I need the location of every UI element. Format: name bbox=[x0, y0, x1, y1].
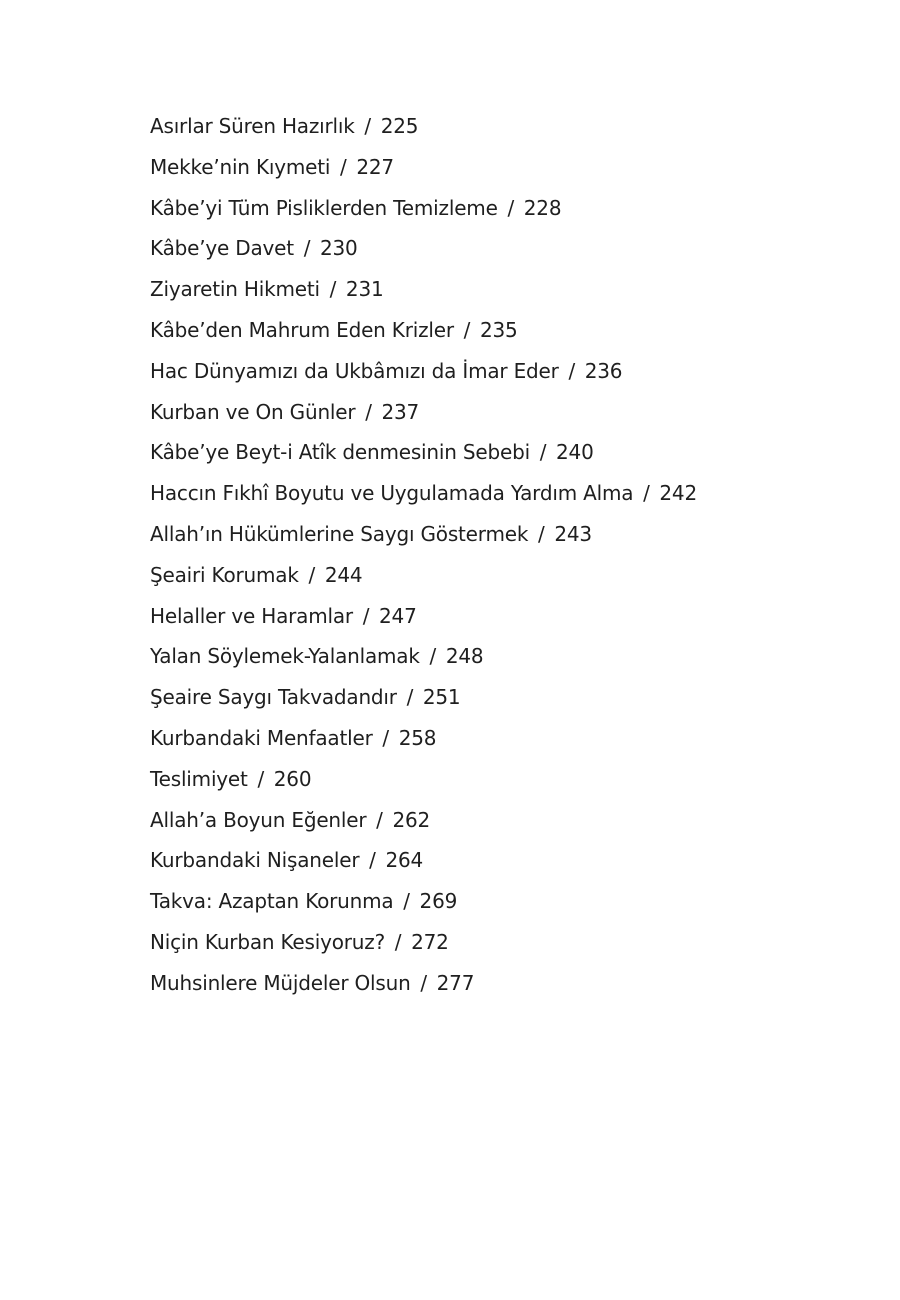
toc-entry-title: Allah’a Boyun Eğenler bbox=[150, 807, 367, 832]
toc-entry-title: Haccın Fıkhî Boyutu ve Uygulamada Yardım Alma bbox=[150, 481, 634, 506]
toc-entry-title: Mekke’nin Kıymeti bbox=[150, 154, 331, 179]
toc-entry-title: Hac Dünyamızı da Ukbâmızı da İmar Eder bbox=[150, 358, 559, 383]
toc-entry-page-number: 269 bbox=[419, 889, 458, 914]
toc-entry-title: Şeaire Saygı Takvadandır bbox=[150, 685, 397, 710]
toc-entry-title: Takva: Azaptan Korunma bbox=[150, 889, 394, 914]
toc-entry-page-number: 258 bbox=[398, 725, 437, 750]
toc-entry bbox=[150, 228, 697, 269]
toc-entry-separator: / bbox=[538, 521, 545, 546]
toc-entry-separator: / bbox=[364, 114, 371, 138]
toc-entry-page-number: 228 bbox=[523, 195, 562, 220]
toc-entry-title: Niçin Kurban Kesiyoruz? bbox=[150, 929, 385, 954]
toc-entry bbox=[150, 310, 697, 351]
toc-entry-page-number: 230 bbox=[320, 236, 358, 261]
toc-entry-title: Teslimiyet bbox=[150, 766, 248, 791]
toc-entry bbox=[150, 800, 697, 841]
toc-entry bbox=[150, 596, 697, 637]
toc-entry-separator: / bbox=[568, 358, 575, 383]
toc-entry bbox=[150, 269, 697, 310]
toc-entry-page-number: 242 bbox=[659, 481, 697, 506]
toc-entry bbox=[150, 147, 697, 188]
toc-entry-separator: / bbox=[257, 766, 264, 791]
toc-entry bbox=[150, 636, 697, 677]
toc-entry-separator: / bbox=[420, 970, 427, 995]
toc-entry-separator: / bbox=[376, 807, 383, 832]
toc-entry-page-number: 277 bbox=[436, 970, 475, 995]
toc-entry-separator: / bbox=[308, 562, 316, 587]
toc-entry bbox=[150, 677, 697, 718]
toc-entry-title: Asırlar Süren Hazırlık bbox=[150, 114, 355, 138]
toc-entry-separator: / bbox=[340, 154, 347, 179]
toc-entry-separator: / bbox=[507, 195, 514, 220]
toc-entry-title: Yalan Söylemek-Yalanlamak bbox=[150, 644, 420, 669]
toc-entry bbox=[150, 188, 697, 229]
toc-entry-page-number: 236 bbox=[584, 358, 623, 383]
toc-entry-title: Kâbe’yi Tüm Pisliklerden Temizleme bbox=[150, 195, 498, 220]
toc-entry-title: Kurban ve On Günler bbox=[150, 399, 356, 424]
toc-entry-separator: / bbox=[303, 236, 311, 261]
toc-entry-title: Kâbe’ye Beyt-i Atîk denmesinin Sebebi bbox=[150, 440, 530, 465]
toc-entry bbox=[150, 555, 697, 596]
toc-entry-separator: / bbox=[369, 848, 376, 873]
toc-entry bbox=[150, 718, 697, 759]
toc-entry-separator: / bbox=[365, 399, 372, 424]
toc-entry bbox=[150, 922, 697, 963]
toc-entry-page-number: 272 bbox=[411, 929, 449, 954]
toc-entry-separator: / bbox=[394, 929, 402, 954]
toc-entry bbox=[150, 840, 697, 881]
toc-entry bbox=[150, 514, 697, 555]
toc-entry-separator: / bbox=[539, 440, 547, 465]
toc-entry-page-number: 260 bbox=[273, 766, 312, 791]
toc-entry-page-number: 264 bbox=[385, 848, 424, 873]
toc-entry-title: Helaller ve Haramlar bbox=[150, 603, 353, 628]
toc-entry-page-number: 243 bbox=[554, 521, 592, 546]
toc-entry-page-number: 240 bbox=[556, 440, 594, 465]
toc-entry-separator: / bbox=[463, 317, 471, 342]
toc-entry bbox=[150, 351, 697, 392]
toc-entry bbox=[150, 432, 697, 473]
toc-entry-title: Kâbe’ye Davet bbox=[150, 236, 294, 261]
toc-entry bbox=[150, 106, 697, 147]
toc-entry-separator: / bbox=[406, 685, 414, 710]
toc-entry-title: Şeairi Korumak bbox=[150, 562, 299, 587]
toc-entry-separator: / bbox=[403, 889, 410, 914]
toc-entry bbox=[150, 759, 697, 800]
toc-entry-page-number: 235 bbox=[479, 317, 518, 342]
toc-entry-title: Ziyaretin Hikmeti bbox=[150, 277, 320, 302]
toc-entry-title: Kurbandaki Menfaatler bbox=[150, 725, 373, 750]
toc-entry-separator: / bbox=[643, 481, 650, 506]
toc-entry-page-number: 247 bbox=[379, 603, 417, 628]
toc-entry-page-number: 244 bbox=[324, 562, 363, 587]
toc-entry bbox=[150, 963, 697, 1004]
toc-entry-title: Allah’ın Hükümlerine Saygı Göstermek bbox=[150, 521, 529, 546]
toc-entry-title: Kurbandaki Nişaneler bbox=[150, 848, 360, 873]
toc-entry-separator: / bbox=[329, 277, 337, 302]
toc-entry-separator: / bbox=[362, 603, 370, 628]
toc-entry-page-number: 227 bbox=[356, 154, 394, 179]
toc-entry-page-number: 237 bbox=[381, 399, 420, 424]
toc-entry-page-number: 248 bbox=[445, 644, 484, 669]
toc-entry-page-number: 262 bbox=[392, 807, 431, 832]
toc-entry bbox=[150, 473, 697, 514]
toc-entry-title: Muhsinlere Müjdeler Olsun bbox=[150, 970, 411, 995]
toc-entry-separator: / bbox=[429, 644, 437, 669]
toc-entry-page-number: 225 bbox=[380, 114, 419, 138]
toc-entry-title: Kâbe’den Mahrum Eden Krizler bbox=[150, 317, 454, 342]
toc-entry-page-number: 231 bbox=[345, 277, 384, 302]
toc-entry-separator: / bbox=[382, 725, 389, 750]
table-of-contents bbox=[150, 106, 697, 1004]
toc-entry-page-number: 251 bbox=[422, 685, 461, 710]
toc-entry bbox=[150, 881, 697, 922]
toc-entry bbox=[150, 392, 697, 433]
